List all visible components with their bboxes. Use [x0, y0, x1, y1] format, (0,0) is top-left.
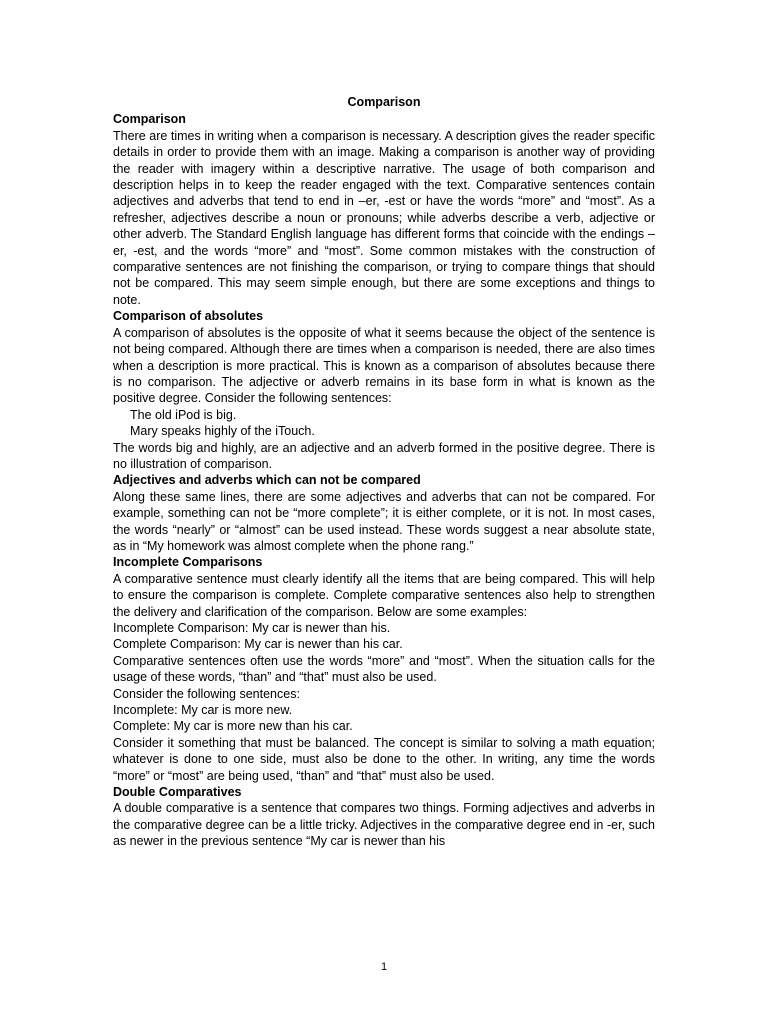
paragraph-balanced: Consider it something that must be balanced. The concept is similar to solving a math equation; whatever is done to one side, must also be done to the other. In writing, any time the words “more” or “most” are being used, “than” and “that” must also be used.: [113, 735, 655, 783]
section-heading-absolutes: Comparison of absolutes: [113, 309, 264, 324]
example-line: Incomplete: My car is more new.: [113, 703, 293, 718]
section-heading-double: Double Comparatives: [113, 785, 242, 800]
paragraph-double: A double comparative is a sentence that compares two things. Forming adjectives and adverbs in the comparative degree can be a little tricky. Adjectives in the comparative degree end in -er, such as newer in the previous sentence “My car is newer than his: [113, 801, 655, 849]
paragraph-absolutes-closing: The words big and highly, are an adjective and an adverb formed in the positive degree. There is no illustration of comparison.: [113, 440, 655, 471]
example-sentence: Mary speaks highly of the iTouch.: [130, 424, 315, 439]
example-line: Consider the following sentences:: [113, 686, 300, 701]
example-sentence: The old iPod is big.: [130, 407, 237, 422]
example-line: Incomplete Comparison: My car is newer than his.: [113, 621, 391, 635]
paragraph-comparison-intro: There are times in writing when a comparison is necessary. A description gives the reader specific details in order to provide them with an image. Making a comparison is another way of providing the reader with imagery within a descriptive narrative. The usage of both comparison and description helps in to keep the reader engaged with the text. Comparative sentences contain adjectives and adverbs that tend to end in –er, -est or have the words “more” and “most”. As a refresher, adjectives describe a noun or pronouns; while adverbs describe a verb, adjective or other adverb. The Standard English language has different forms that coincide with the endings –er, -est, and the words “more” and “most”. Some common mistakes with the construction of comparative sentences are not finishing the comparison, or trying to compare things that should not be compared. This may seem simple enough, but there are some exceptions and things to note.: [113, 128, 655, 307]
document-title: Comparison: [347, 95, 421, 109]
section-heading-comparison: Comparison: [113, 112, 186, 127]
page-number: 1: [380, 961, 388, 973]
section-heading-incomplete: Incomplete Comparisons: [113, 555, 263, 570]
paragraph-absolutes: A comparison of absolutes is the opposite of what it seems because the object of the sentence is not being compared. Although there are times when a comparison is needed, there are also times when a description is more practical. This is known as a comparison of absolutes because there is no comparison. The adjective or adverb remains in its base form in what is known as the positive degree. Consider the following sentences:: [113, 325, 655, 406]
example-line: Complete: My car is more new than his car.: [113, 719, 353, 734]
example-line: Complete Comparison: My car is newer than his car.: [113, 637, 403, 652]
section-heading-not-compared: Adjectives and adverbs which can not be compared: [113, 473, 421, 488]
paragraph-not-compared: Along these same lines, there are some adjectives and adverbs that can not be compared. For example, something can not be “more complete”; it is either complete, or it is not. In most cases, the words “nearly” or “almost” can be used instead. These words suggest a near absolute state, as in “My homework was almost complete when the phone rang.”: [113, 489, 655, 553]
paragraph-more-most: Comparative sentences often use the words “more” and “most”. When the situation calls for the usage of these words, “than” and “that” must also be used.: [113, 653, 655, 685]
paragraph-incomplete: A comparative sentence must clearly identify all the items that are being compared. This will help to ensure the comparison is complete. Complete comparative sentences also help to strengthen the delivery and clarification of the comparison. Below are some examples:: [113, 571, 655, 619]
